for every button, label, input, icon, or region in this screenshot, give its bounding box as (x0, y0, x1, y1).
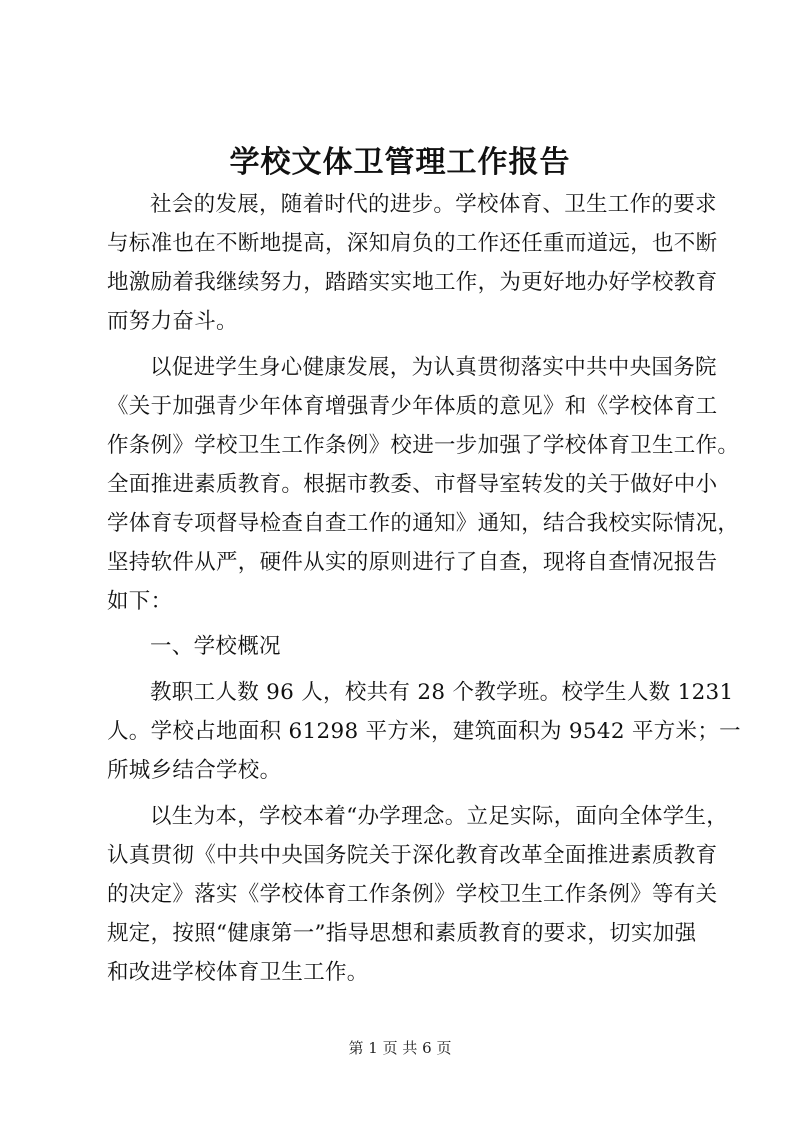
paragraph-3-line-1: 教职工人数 96 人，校共有 28 个教学班。校学生人数 1231 (150, 680, 734, 705)
paragraph-1-line-4: 而努力奋斗。 (107, 309, 238, 334)
paragraph-4-line-5: 和改进学校体育卫生工作。 (107, 960, 369, 985)
paragraph-2-line-6: 坚持软件从严，硬件从实的原则进行了自查，现将自查情况报告 (107, 550, 718, 575)
paragraph-2-line-1: 以促进学生身心健康发展，为认真贯彻落实中共中央国务院 (150, 355, 717, 380)
paragraph-4-line-4: 规定，按照“健康第一”指导思想和素质教育的要求，切实加强 (107, 921, 697, 946)
document-title: 学校文体卫管理工作报告 (229, 145, 571, 180)
paragraph-1-line-2: 与标准也在不断地提高，深知肩负的工作还任重而道远，也不断 (107, 231, 718, 256)
paragraph-2-line-3: 作条例》学校卫生工作条例》校进一步加强了学校体育卫生工作。 (107, 433, 740, 458)
paragraph-2-line-5: 学体育专项督导检查自查工作的通知》通知，结合我校实际情况， (107, 511, 740, 536)
paragraph-1-line-1: 社会的发展，随着时代的进步。学校体育、卫生工作的要求 (150, 192, 717, 217)
paragraph-3-line-3: 所城乡结合学校。 (107, 758, 282, 783)
paragraph-2-line-4: 全面推进素质教育。根据市教委、市督导室转发的关于做好中小 (107, 472, 718, 497)
paragraph-2-line-2: 《关于加强青少年体育增强青少年体质的意见》和《学校体育工 (107, 394, 718, 419)
paragraph-4-line-2: 认真贯彻《中共中央国务院关于深化教育改革全面推进素质教育 (107, 843, 718, 868)
paragraph-1-line-3: 地激励着我继续努力，踏踏实实地工作，为更好地办好学校教育 (107, 270, 718, 295)
page-number-footer: 第 1 页 共 6 页 (348, 1039, 452, 1057)
paragraph-3-line-2: 人。学校占地面积 61298 平方米，建筑面积为 9542 平方米；一 (107, 719, 741, 744)
paragraph-4-line-3: 的决定》落实《学校体育工作条例》学校卫生工作条例》等有关 (107, 882, 718, 907)
section-heading-1: 一、学校概况 (150, 634, 281, 659)
paragraph-2-line-7: 如下： (107, 589, 173, 614)
paragraph-4-line-1: 以生为本，学校本着“办学理念。立足实际，面向全体学生， (150, 804, 729, 829)
